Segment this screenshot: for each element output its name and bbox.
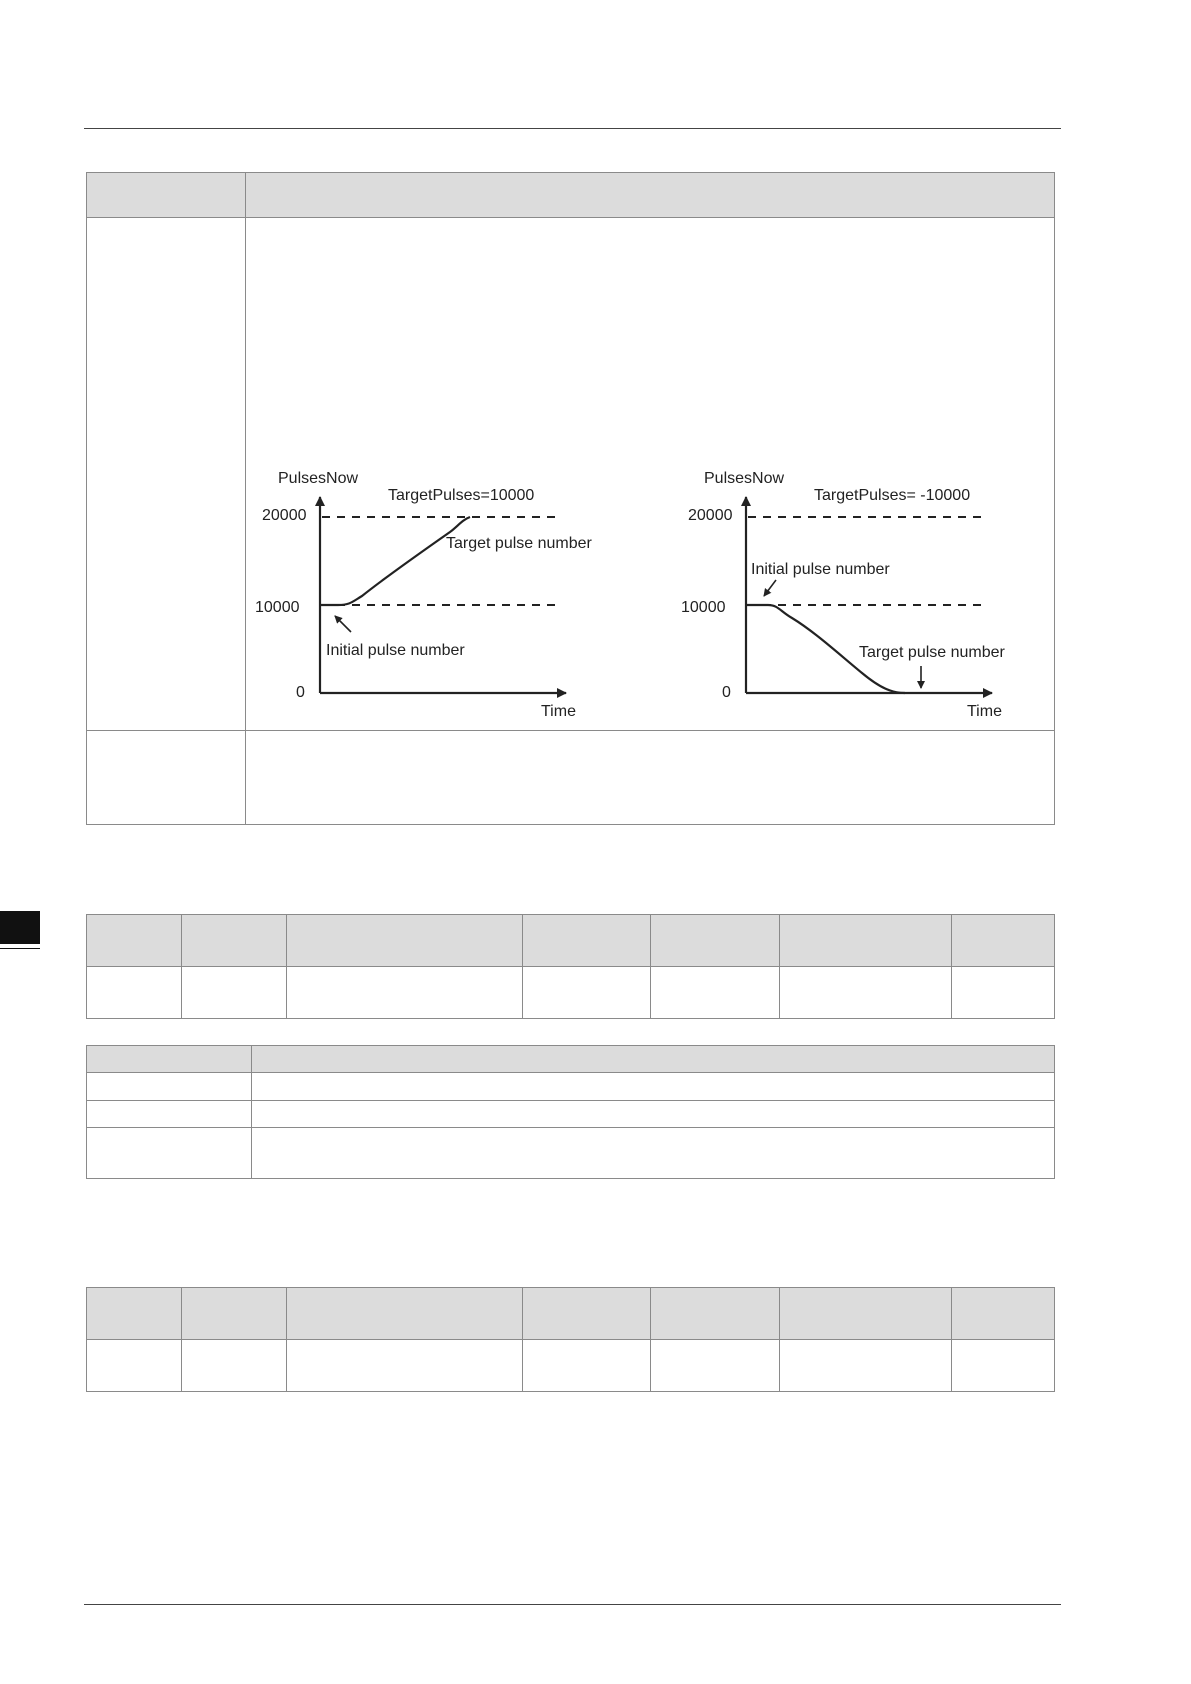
desc-row2-content [246, 731, 1055, 825]
var1-header-cell [523, 915, 651, 967]
left-y-axis-label: PulsesNow [278, 470, 359, 487]
left-annotation-initial: Initial pulse number [326, 642, 465, 659]
var2-header-cell [523, 1288, 651, 1340]
desc-header-content [246, 173, 1055, 218]
var1-cell [182, 967, 287, 1019]
variable-table-1 [86, 914, 1055, 1019]
var1-header-cell [651, 915, 780, 967]
value-header-cell [252, 1046, 1055, 1073]
desc-header-name [87, 173, 246, 218]
var2-header-cell [287, 1288, 523, 1340]
description-table [86, 172, 1055, 825]
header-rule [84, 128, 1061, 129]
var1-cell [523, 967, 651, 1019]
left-tick-0: 0 [296, 684, 305, 701]
desc-row-name [87, 218, 246, 731]
variable-table-2 [86, 1287, 1055, 1392]
var1-header-cell [952, 915, 1055, 967]
chapter-tab [0, 911, 40, 944]
var2-cell [87, 1340, 182, 1392]
var2-header-cell [952, 1288, 1055, 1340]
value-cell [252, 1128, 1055, 1179]
var1-cell [952, 967, 1055, 1019]
var2-cell [952, 1340, 1055, 1392]
value-cell [87, 1128, 252, 1179]
var1-header-cell [87, 915, 182, 967]
value-table [86, 1045, 1055, 1179]
var2-cell [523, 1340, 651, 1392]
right-target-label: TargetPulses= -10000 [814, 487, 971, 504]
var2-header-cell [651, 1288, 780, 1340]
right-annotation-target: Target pulse number [859, 644, 1005, 661]
left-annotation-target: Target pulse number [446, 535, 592, 552]
right-tick-10000: 10000 [681, 599, 726, 616]
value-cell [87, 1101, 252, 1128]
value-header-cell [87, 1046, 252, 1073]
right-tick-0: 0 [722, 684, 731, 701]
value-cell [87, 1073, 252, 1101]
var2-cell [780, 1340, 952, 1392]
left-x-axis-label: Time [541, 703, 576, 720]
value-cell [252, 1101, 1055, 1128]
right-y-axis-label: PulsesNow [704, 470, 785, 487]
var1-cell [87, 967, 182, 1019]
right-annotation-initial: Initial pulse number [751, 561, 890, 578]
var1-header-cell [287, 915, 523, 967]
var2-header-cell [780, 1288, 952, 1340]
var2-cell [651, 1340, 780, 1392]
value-cell [252, 1073, 1055, 1101]
var2-cell [182, 1340, 287, 1392]
var1-header-cell [182, 915, 287, 967]
chapter-tab-underline [0, 948, 40, 949]
var2-cell [287, 1340, 523, 1392]
left-tick-20000: 20000 [262, 507, 307, 524]
var1-header-cell [780, 915, 952, 967]
footer-rule [84, 1604, 1061, 1605]
desc-row2-name [87, 731, 246, 825]
var2-header-cell [182, 1288, 287, 1340]
var1-cell [651, 967, 780, 1019]
var1-cell [287, 967, 523, 1019]
right-tick-20000: 20000 [688, 507, 733, 524]
var1-cell [780, 967, 952, 1019]
left-tick-10000: 10000 [255, 599, 300, 616]
var2-header-cell [87, 1288, 182, 1340]
left-target-label: TargetPulses=10000 [388, 487, 535, 504]
desc-row-content [246, 218, 1055, 731]
right-x-axis-label: Time [967, 703, 1002, 720]
